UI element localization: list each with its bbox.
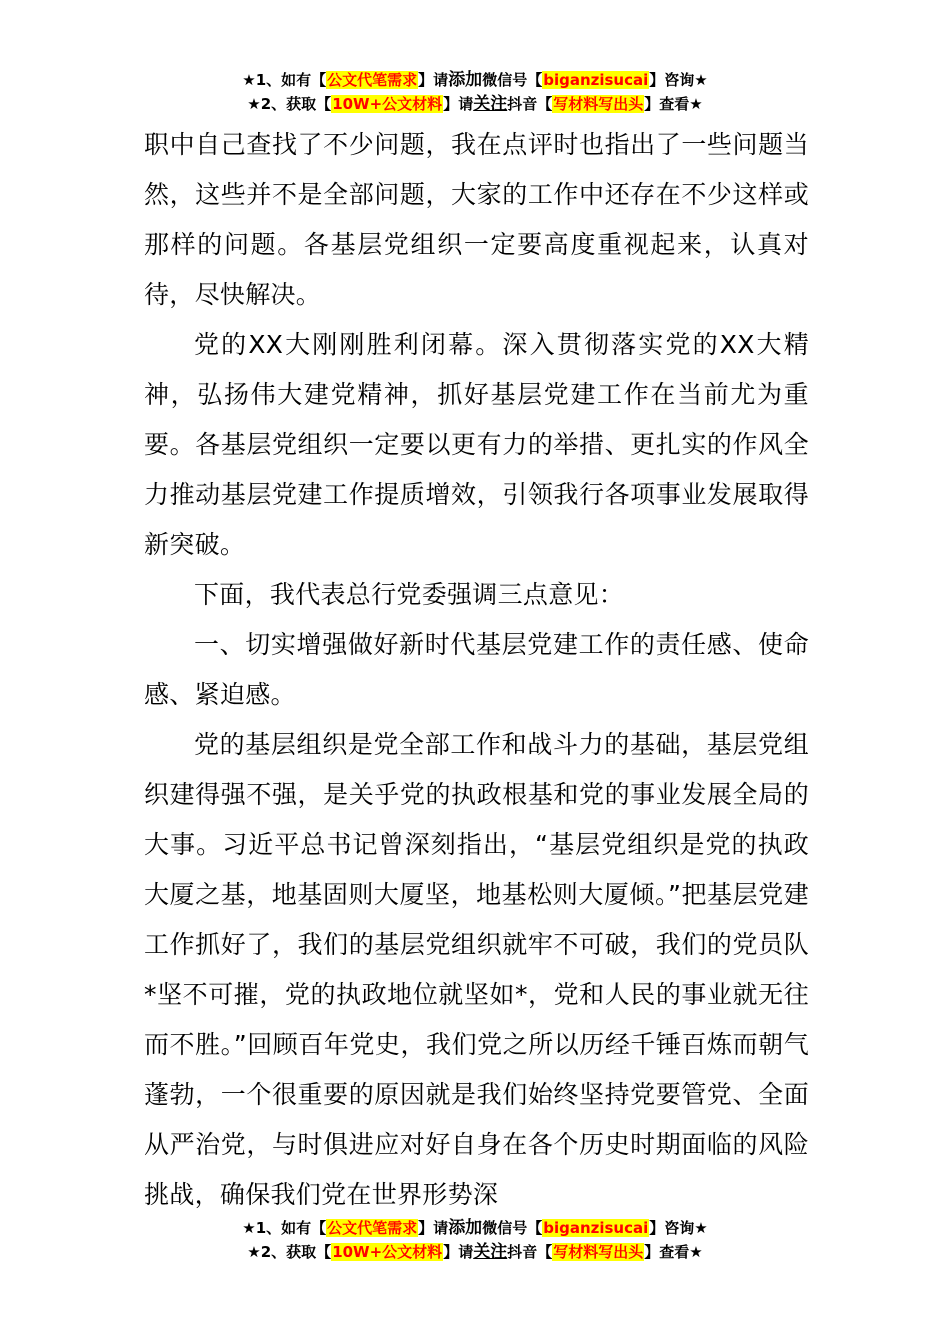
banner-text: 】请 (443, 95, 474, 113)
banner-highlight-materials: 10W+公文材料 (332, 95, 443, 113)
section-heading: 一、切实增强做好新时代基层党建工作的责任感、使命感、紧迫感。 (144, 630, 809, 709)
banner-text: ★2、获取【 (247, 1243, 332, 1261)
banner-text: ★1、如有【 (242, 1219, 327, 1237)
banner-text: 抖音【 (507, 95, 553, 113)
banner-highlight-douyin: 写材料写出头 (553, 95, 644, 113)
banner-text: 】查看★ (644, 1243, 703, 1261)
banner-text: 】查看★ (644, 95, 703, 113)
banner-text: 微信号【 (482, 71, 543, 89)
banner-text: 微信号【 (482, 1219, 543, 1237)
banner-emphasis: 添加 (448, 1218, 483, 1238)
banner-text: 】请 (443, 1243, 474, 1261)
banner-text: ★1、如有【 (242, 71, 327, 89)
footer-banner (0, 1216, 950, 1264)
banner-emphasis: 添加 (448, 70, 483, 90)
banner-highlight-materials: 10W+公文材料 (332, 1243, 443, 1261)
banner-highlight-service: 公文代笔需求 (327, 1219, 418, 1237)
banner-text: ★2、获取【 (247, 95, 332, 113)
banner-line-2 (0, 92, 950, 116)
banner-line-1 (0, 68, 950, 92)
banner-text: 】咨询★ (649, 1219, 708, 1237)
banner-highlight-wechat-id: biganzisucai (543, 71, 649, 89)
banner-line-2 (0, 1240, 950, 1264)
paragraph: 党的XX大刚刚胜利闭幕。深入贯彻落实党的XX大精神，弘扬伟大建党精神，抓好基层党建工作在当前尤为重要。各基层党组织一定要以更有力的举措、更扎实的作风全力推动基层党建工作提质增效，引领我行各项事业发展取得新突破。 (144, 330, 809, 559)
banner-highlight-wechat-id: biganzisucai (543, 1219, 649, 1237)
header-banner (0, 68, 950, 116)
banner-highlight-service: 公文代笔需求 (327, 71, 418, 89)
banner-emphasis: 关注 (473, 94, 508, 114)
paragraph-continuation: 职中自己查找了不少问题，我在点评时也指出了一些问题当然，这些并不是全部问题，大家的工作中还存在不少这样或那样的问题。各基层党组织一定要高度重视起来，认真对待，尽快解决。 (144, 130, 809, 309)
banner-line-1 (0, 1216, 950, 1240)
banner-text: 】请 (418, 71, 449, 89)
banner-emphasis: 关注 (473, 1242, 508, 1262)
banner-text: 】咨询★ (649, 71, 708, 89)
paragraph: 下面，我代表总行党委强调三点意见： (194, 580, 625, 609)
banner-text: 抖音【 (507, 1243, 553, 1261)
document-body (144, 120, 809, 1220)
banner-highlight-douyin: 写材料写出头 (553, 1243, 644, 1261)
paragraph: 党的基层组织是党全部工作和战斗力的基础，基层党组织建得强不强，是关乎党的执政根基和党的事业发展全局的大事。习近平总书记曾深刻指出，“基层党组织是党的执政大厦之基，地基固则大厦坚，地基松则大厦倾。”把基层党建工作抓好了，我们的基层党组织就牢不可破，我们的党员队*坚不可摧，党的执政地位就坚如*，党和人民的事业就无往而不胜。”回顾百年党史，我们党之所以历经千锤百炼而朝气蓬勃，一个很重要的原因就是我们始终坚持党要管党、全面从严治党，与时俱进应对好自身在各个历史时期面临的风险挑战，确保我们党在世界形势深 (144, 730, 809, 1209)
banner-text: 】请 (418, 1219, 449, 1237)
